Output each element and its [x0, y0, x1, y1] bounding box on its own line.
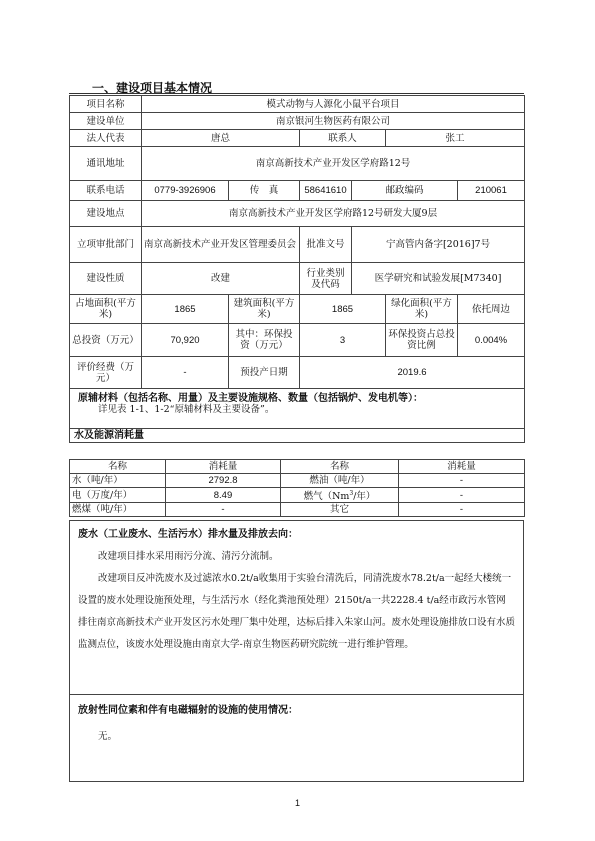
- cell-label: 总投资（万元）: [70, 324, 142, 357]
- cell-label: 建设性质: [70, 263, 142, 295]
- table-row: [70, 357, 525, 389]
- radiation-body: 无。: [98, 731, 118, 742]
- wastewater-title-part: 废水（工业废水: [78, 529, 148, 540]
- gas-label: 燃气（Nm: [303, 491, 350, 503]
- column-header: 消耗量: [166, 460, 281, 474]
- cell-value: 依托周边: [458, 295, 525, 324]
- wastewater-title: [78, 529, 515, 540]
- wastewater-paragraph: 改建项目排水采用雨污分流、清污分流制。: [98, 551, 279, 562]
- cell-value: 唐总: [142, 130, 300, 147]
- cell-label: 其中：环保投资（万元）: [229, 324, 300, 357]
- cell-label: 其它: [281, 503, 399, 517]
- column-header: 消耗量: [399, 460, 525, 474]
- radiation-section: [70, 695, 524, 782]
- cell-value: 0.004%: [458, 324, 525, 357]
- column-header: 名称: [70, 460, 166, 474]
- cell-value: 70,920: [142, 324, 229, 357]
- cell-value: 210061: [458, 181, 525, 201]
- cell-label: 联系人: [300, 130, 386, 147]
- radiation-title: 放射性同位素和伴有电磁辐射的设施的使用情况：: [78, 705, 298, 716]
- table-row: [70, 488, 525, 503]
- energy-title-row: [70, 429, 525, 443]
- cell-label: [281, 488, 399, 503]
- cell-value: 医学研究和试验发展[M7340]: [352, 263, 525, 295]
- cell-value: 8.49: [166, 488, 281, 503]
- energy-header-row: [70, 460, 525, 474]
- table-row: [70, 201, 525, 227]
- cell-value: -: [399, 488, 525, 503]
- project-info-table: [69, 95, 525, 443]
- cell-value: 南京银河生物医药有限公司: [142, 113, 525, 130]
- cell-label: 绿化面积(平方米): [386, 295, 458, 324]
- cell-label: 评价经费（万元）: [70, 357, 142, 389]
- cell-value: 改建: [142, 263, 300, 295]
- wastewater-section: [70, 521, 524, 695]
- cell-label: 水（吨/年）: [70, 474, 166, 488]
- cell-value: 2792.8: [166, 474, 281, 488]
- cell-value: 0779-3926906: [142, 181, 229, 201]
- cell-value: -: [399, 503, 525, 517]
- cell-label: 项目名称: [70, 96, 142, 113]
- table-row: [70, 324, 525, 357]
- wastewater-paragraph: 改建项目反冲洗废水及过滤浓水0.2t/a收集用于实验台清洗后，同清洗废水78.2t/a一起经大楼统一设置的废水处理设施预处理，与生活污水（经化粪池预处理）2150t/a一共2228.4 t/a经市政污水管网排往南京高新技术产业开发区污水处理厂集中处理，达标后排入朱家山河。废水处理设施排放口设有水质监测点位，该废水处理设施由南京大学-南京生物医药研究院统一进行维护管理。: [78, 573, 516, 650]
- table-row: [70, 227, 525, 263]
- cell-label: 燃油（吨/年）: [281, 474, 399, 488]
- column-header: 名称: [281, 460, 399, 474]
- cell-value: -: [142, 357, 229, 389]
- cell-label: 邮政编码: [352, 181, 458, 201]
- discharge-table: [69, 520, 524, 782]
- cell-label: 批准文号: [300, 227, 352, 263]
- cell-label: 燃煤（吨/年）: [70, 503, 166, 517]
- table-row: [70, 263, 525, 295]
- cell-value: 模式动物与人源化小鼠平台项目: [142, 96, 525, 113]
- cell-value: 1865: [142, 295, 229, 324]
- gas-unit-superscript: 3: [349, 490, 354, 497]
- cell-label: 预投产日期: [229, 357, 300, 389]
- cell-value: -: [399, 474, 525, 488]
- table-row: [70, 113, 525, 130]
- cell-label: 传 真: [229, 181, 300, 201]
- table-row: [70, 147, 525, 181]
- table-row: [70, 474, 525, 488]
- wastewater-title-part: ）排水量及排放去向：: [198, 529, 298, 540]
- gas-label-tail: /年）: [353, 491, 376, 503]
- cell-label: 建筑面积(平方米): [229, 295, 300, 324]
- table-row: [70, 503, 525, 517]
- cell-label: 建设地点: [70, 201, 142, 227]
- table-row: [70, 96, 525, 113]
- cell-value: -: [166, 503, 281, 517]
- heading-underline: [69, 93, 524, 94]
- cell-label: 立项审批部门: [70, 227, 142, 263]
- cell-value: 南京高新技术产业开发区学府路12号研发大厦9层: [142, 201, 525, 227]
- table-row: [70, 295, 525, 324]
- table-row: [70, 181, 525, 201]
- wastewater-title-part: 、生活污水: [148, 529, 198, 540]
- page-number: 1: [294, 798, 300, 808]
- cell-label: 电（万度/年）: [70, 488, 166, 503]
- cell-value: 58641610: [300, 181, 352, 201]
- section-heading: 一、建设项目基本情况: [92, 81, 213, 95]
- materials-section: [70, 389, 525, 429]
- cell-value: 2019.6: [300, 357, 525, 389]
- cell-label: 环保投资占总投资比例: [386, 324, 458, 357]
- cell-value: 1865: [300, 295, 386, 324]
- cell-value: 3: [300, 324, 386, 357]
- cell-label: 占地面积(平方米): [70, 295, 142, 324]
- materials-body: 详见表 1-1、1-2“原辅材料及主要设备”。: [98, 404, 275, 415]
- cell-value: 张工: [386, 130, 525, 147]
- cell-value: 宁高管内备字[2016]7号: [352, 227, 525, 263]
- materials-title: 原辅材料（包括名称、用量）及主要设施规格、数量（包括锅炉、发电机等）：: [78, 393, 423, 404]
- cell-label: 建设单位: [70, 113, 142, 130]
- cell-value: 南京高新技术产业开发区管理委员会: [142, 227, 300, 263]
- cell-label: 通讯地址: [70, 147, 142, 181]
- cell-label: 行业类别及代码: [300, 263, 352, 295]
- cell-label: 联系电话: [70, 181, 142, 201]
- energy-table: [69, 459, 525, 517]
- cell-value: 南京高新技术产业开发区学府路12号: [142, 147, 525, 181]
- table-row: [70, 130, 525, 147]
- energy-title: 水及能源消耗量: [70, 429, 525, 443]
- cell-label: 法人代表: [70, 130, 142, 147]
